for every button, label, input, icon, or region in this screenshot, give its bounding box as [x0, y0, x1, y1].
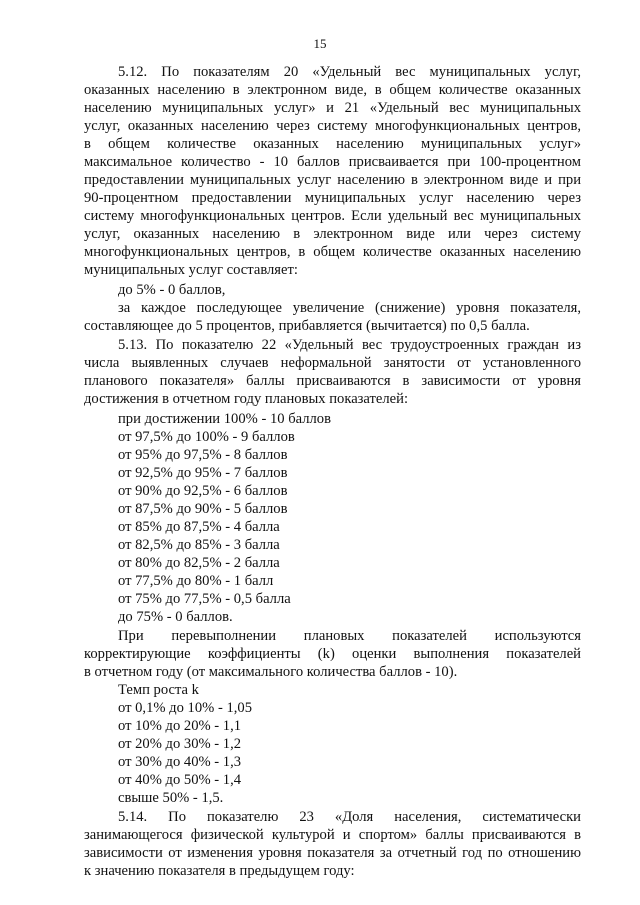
text-line: от 40% до 50% - 1,4: [118, 772, 242, 788]
text-line: услуг, оказанных населению через систему многофункциональных центров,: [84, 118, 581, 134]
text-line: от 90% до 92,5% - 6 баллов: [118, 483, 288, 499]
text-line: составляющее до 5 процентов, прибавляется (вычитается) по 0,5 балла.: [84, 318, 530, 334]
text-line: населению муниципальных услуг» и 21 «Удельный вес муниципальных: [84, 100, 581, 116]
text-line: зависимости от изменения уровня показателя за отчетный год по отношению: [84, 845, 581, 861]
page-number: 15: [313, 36, 327, 51]
text-line: от 97,5% до 100% - 9 баллов: [118, 429, 295, 445]
text-line: в общем количестве оказанных населению муниципальных услуг»: [84, 136, 581, 152]
text-line: планового показателя» баллы присваиваются в зависимости от уровня: [84, 373, 581, 389]
text-line: свыше 50% - 1,5.: [118, 790, 224, 806]
text-line: 5.12. По показателям 20 «Удельный вес муниципальных услуг,: [118, 64, 581, 80]
text-line: 5.14. По показателю 23 «Доля населения, систематически: [118, 809, 581, 825]
text-line: от 82,5% до 85% - 3 балла: [118, 537, 280, 553]
text-line: достижения в отчетном году плановых показателей:: [84, 391, 409, 407]
text-line: предоставлении муниципальных услуг населению в электронном виде и при: [84, 172, 581, 188]
text-line: занимающегося физической культурой и спортом» баллы присваиваются в: [84, 827, 581, 843]
text-line: При перевыполнении плановых показателей используются: [118, 628, 581, 644]
text-line: до 5% - 0 баллов,: [118, 282, 226, 298]
text-line: максимальное количество - 10 баллов присваивается при 100-процентном: [84, 154, 581, 170]
text-line: от 10% до 20% - 1,1: [118, 718, 242, 734]
text-line: от 85% до 87,5% - 4 балла: [118, 519, 280, 535]
text-line: от 87,5% до 90% - 5 баллов: [118, 501, 288, 517]
text-line: систему многофункциональных центров. Если удельный вес муниципальных: [84, 208, 581, 224]
text-line: корректирующие коэффициенты (k) оценки выполнения показателей: [84, 646, 581, 662]
text-line: оказанных населению в электронном виде, в общем количестве оказанных: [84, 82, 581, 98]
text-line: многофункциональных центров, в общем количестве оказанных населению: [84, 244, 581, 260]
text-line: услуг, оказанных населению в электронном виде или через систему: [84, 226, 581, 242]
text-line: до 75% - 0 баллов.: [118, 609, 233, 625]
text-line: от 75% до 77,5% - 0,5 балла: [118, 591, 291, 607]
text-line: 5.13. По показателю 22 «Удельный вес трудоустроенных граждан из: [118, 337, 581, 353]
text-line: при достижении 100% - 10 баллов: [118, 411, 331, 427]
text-line: Темп роста k: [118, 682, 199, 698]
text-line: от 80% до 82,5% - 2 балла: [118, 555, 280, 571]
text-line: за каждое последующее увеличение (снижение) уровня показателя,: [118, 300, 581, 316]
text-line: от 20% до 30% - 1,2: [118, 736, 242, 752]
text-line: муниципальных услуг составляет:: [84, 262, 298, 278]
text-line: от 95% до 97,5% - 8 баллов: [118, 447, 288, 463]
text-line: от 92,5% до 95% - 7 баллов: [118, 465, 288, 481]
text-line: к значению показателя в предыдущем году:: [84, 863, 355, 879]
text-line: от 77,5% до 80% - 1 балл: [118, 573, 274, 589]
text-line: числа выявленных случаев неформальной занятости от установленного: [84, 355, 581, 371]
text-line: от 0,1% до 10% - 1,05: [118, 700, 252, 716]
text-line: в отчетном году (от максимального количества баллов - 10).: [84, 664, 458, 680]
text-line: от 30% до 40% - 1,3: [118, 754, 242, 770]
text-line: 90-процентном предоставлении муниципальных услуг населению через: [84, 190, 581, 206]
